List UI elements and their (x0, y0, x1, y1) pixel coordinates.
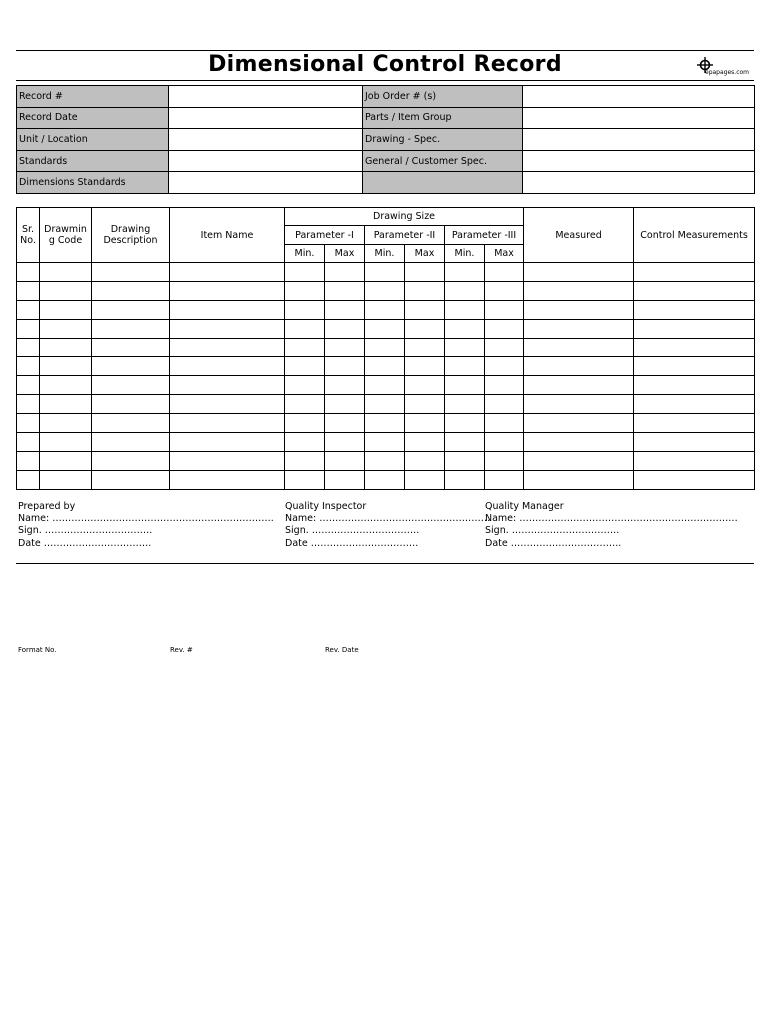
table-cell[interactable] (285, 281, 325, 300)
table-cell[interactable] (524, 451, 634, 470)
table-cell[interactable] (405, 376, 445, 395)
unit-location-label: Unit / Location (17, 129, 169, 151)
table-cell[interactable] (17, 451, 40, 470)
table-cell[interactable] (170, 451, 285, 470)
page-title: Dimensional Control Record (208, 52, 562, 77)
table-cell[interactable] (40, 263, 92, 282)
prepared-by-block (18, 501, 274, 550)
min-header: Min. (285, 245, 325, 263)
min-header: Min. (445, 245, 485, 263)
parts-item-group-label: Parts / Item Group (363, 107, 523, 129)
table-cell[interactable] (634, 451, 755, 470)
table-cell[interactable] (170, 414, 285, 433)
table-cell[interactable] (365, 357, 405, 376)
table-cell[interactable] (170, 263, 285, 282)
record-no-field[interactable] (169, 86, 363, 108)
table-cell[interactable] (365, 433, 405, 452)
table-cell[interactable] (365, 263, 405, 282)
table-cell[interactable] (485, 319, 524, 338)
table-cell[interactable] (325, 338, 365, 357)
table-cell[interactable] (524, 433, 634, 452)
table-cell[interactable] (170, 338, 285, 357)
table-row (17, 451, 755, 470)
table-cell[interactable] (524, 319, 634, 338)
table-cell[interactable] (405, 395, 445, 414)
table-cell[interactable] (92, 263, 170, 282)
table-cell[interactable] (17, 470, 40, 489)
table-cell[interactable] (634, 319, 755, 338)
table-cell[interactable] (524, 470, 634, 489)
table-cell[interactable] (405, 338, 445, 357)
record-date-label: Record Date (17, 107, 169, 129)
table-cell[interactable] (285, 376, 325, 395)
table-row (17, 395, 755, 414)
table-cell[interactable] (405, 300, 445, 319)
table-cell[interactable] (634, 433, 755, 452)
max-header: Max (405, 245, 445, 263)
table-cell[interactable] (325, 414, 365, 433)
table-cell[interactable] (170, 376, 285, 395)
table-cell[interactable] (285, 451, 325, 470)
table-cell[interactable] (325, 357, 365, 376)
table-cell[interactable] (485, 300, 524, 319)
table-cell[interactable] (634, 470, 755, 489)
prepared-by-label: Prepared by (18, 501, 76, 512)
table-cell[interactable] (365, 376, 405, 395)
table-cell[interactable] (40, 338, 92, 357)
table-cell[interactable] (40, 319, 92, 338)
table-cell[interactable] (92, 451, 170, 470)
logo (697, 57, 753, 77)
table-row (17, 433, 755, 452)
table-row (17, 263, 755, 282)
standards-label: Standards (17, 150, 169, 172)
table-cell[interactable] (325, 395, 365, 414)
standards-field[interactable] (169, 150, 363, 172)
table-cell[interactable] (634, 300, 755, 319)
table-cell[interactable] (285, 433, 325, 452)
table-cell[interactable] (485, 263, 524, 282)
drawing-size-header: Drawing Size (285, 208, 524, 226)
table-cell[interactable] (285, 300, 325, 319)
quality-inspector-date-line[interactable]: Date ……………………………. (285, 537, 419, 549)
info-row (17, 150, 755, 172)
table-cell[interactable] (285, 395, 325, 414)
control-measurements-header: Control Measurements (634, 208, 755, 263)
table-cell[interactable] (325, 451, 365, 470)
table-cell[interactable] (325, 319, 365, 338)
table-cell[interactable] (405, 433, 445, 452)
table-cell[interactable] (325, 470, 365, 489)
table-cell[interactable] (524, 414, 634, 433)
format-no-label: Format No. (18, 646, 57, 654)
table-cell[interactable] (285, 470, 325, 489)
table-cell[interactable] (634, 357, 755, 376)
prepared-by-sign-line[interactable]: Sign. ……………………………. (18, 525, 153, 537)
general-customer-spec-label: General / Customer Spec. (363, 150, 523, 172)
parts-item-group-field[interactable] (523, 107, 755, 129)
unit-location-field[interactable] (169, 129, 363, 151)
table-cell[interactable] (524, 338, 634, 357)
table-cell[interactable] (634, 376, 755, 395)
table-cell[interactable] (285, 263, 325, 282)
table-cell[interactable] (92, 433, 170, 452)
table-row (17, 319, 755, 338)
table-cell[interactable] (92, 319, 170, 338)
table-cell[interactable] (40, 433, 92, 452)
header-row (17, 208, 755, 226)
table-cell[interactable] (17, 263, 40, 282)
prepared-by-date-line[interactable]: Date ……………………………. (18, 537, 152, 549)
rev-no-label: Rev. # (170, 646, 193, 654)
table-cell[interactable] (17, 300, 40, 319)
title-underline (16, 80, 754, 81)
quality-manager-sign-line[interactable]: Sign. ……………………………. (485, 525, 620, 537)
table-cell[interactable] (485, 414, 524, 433)
parameter-1-header: Parameter -I (285, 226, 365, 245)
table-cell[interactable] (365, 300, 405, 319)
table-cell[interactable] (17, 395, 40, 414)
table-cell[interactable] (445, 300, 485, 319)
table-cell[interactable] (92, 395, 170, 414)
table-cell[interactable] (170, 357, 285, 376)
record-no-label: Record # (17, 86, 169, 108)
table-cell[interactable] (170, 433, 285, 452)
table-cell[interactable] (524, 395, 634, 414)
table-cell[interactable] (285, 414, 325, 433)
drawing-spec-field[interactable] (523, 129, 755, 151)
table-cell[interactable] (92, 357, 170, 376)
table-cell[interactable] (17, 319, 40, 338)
table-cell[interactable] (445, 338, 485, 357)
table-cell[interactable] (365, 338, 405, 357)
table-cell[interactable] (92, 281, 170, 300)
table-cell[interactable] (524, 281, 634, 300)
table-cell[interactable] (445, 395, 485, 414)
table-cell[interactable] (405, 414, 445, 433)
table-cell[interactable] (17, 281, 40, 300)
table-cell[interactable] (445, 470, 485, 489)
parameter-2-header: Parameter -II (365, 226, 445, 245)
quality-inspector-sign-line[interactable]: Sign. ……………………………. (285, 525, 420, 537)
table-cell[interactable] (365, 451, 405, 470)
table-cell[interactable] (325, 433, 365, 452)
measured-header: Measured (524, 208, 634, 263)
table-cell[interactable] (634, 263, 755, 282)
table-cell[interactable] (170, 395, 285, 414)
prepared-by-name-line[interactable]: Name: ……………………………………………………………. (18, 513, 274, 525)
table-cell[interactable] (92, 376, 170, 395)
table-cell[interactable] (445, 357, 485, 376)
table-cell[interactable] (40, 395, 92, 414)
table-cell[interactable] (285, 319, 325, 338)
table-cell[interactable] (634, 338, 755, 357)
table-cell[interactable] (485, 451, 524, 470)
drawing-code-header: Drawmin g Code (40, 208, 92, 263)
table-cell[interactable] (285, 357, 325, 376)
quality-inspector-name-line[interactable]: Name: ……………………………………………… (285, 513, 491, 525)
table-row (17, 414, 755, 433)
blank-field[interactable] (523, 172, 755, 194)
table-row (17, 357, 755, 376)
table-cell[interactable] (92, 300, 170, 319)
table-cell[interactable] (17, 433, 40, 452)
table-cell[interactable] (40, 300, 92, 319)
table-cell[interactable] (365, 319, 405, 338)
table-cell[interactable] (634, 281, 755, 300)
signature-divider (16, 563, 754, 564)
table-cell[interactable] (445, 451, 485, 470)
general-customer-spec-field[interactable] (523, 150, 755, 172)
quality-inspector-block (285, 501, 490, 550)
logo-text: epapages.com (705, 69, 750, 76)
table-cell[interactable] (92, 414, 170, 433)
sr-no-header: Sr. No. (17, 208, 40, 263)
table-cell[interactable] (365, 395, 405, 414)
job-order-field[interactable] (523, 86, 755, 108)
table-cell[interactable] (40, 357, 92, 376)
info-row (17, 129, 755, 151)
table-cell[interactable] (524, 263, 634, 282)
table-cell[interactable] (524, 300, 634, 319)
table-cell[interactable] (485, 281, 524, 300)
max-header: Max (485, 245, 524, 263)
table-cell[interactable] (445, 319, 485, 338)
table-cell[interactable] (405, 470, 445, 489)
job-order-label: Job Order # (s) (363, 86, 523, 108)
info-row (17, 86, 755, 108)
parameter-3-header: Parameter -III (445, 226, 524, 245)
table-cell[interactable] (40, 451, 92, 470)
table-cell[interactable] (170, 319, 285, 338)
table-cell[interactable] (17, 414, 40, 433)
table-cell[interactable] (524, 357, 634, 376)
table-cell[interactable] (92, 470, 170, 489)
table-cell[interactable] (405, 319, 445, 338)
table-cell[interactable] (634, 414, 755, 433)
dimensions-standards-label: Dimensions Standards (17, 172, 169, 194)
quality-manager-name-line[interactable]: Name: …………………………………………………………… (485, 513, 738, 525)
dimensions-standards-field[interactable] (169, 172, 363, 194)
rev-date-label: Rev. Date (325, 646, 359, 654)
min-header: Min. (365, 245, 405, 263)
table-cell[interactable] (325, 300, 365, 319)
table-cell[interactable] (524, 376, 634, 395)
table-cell[interactable] (445, 433, 485, 452)
table-cell[interactable] (17, 357, 40, 376)
table-cell[interactable] (445, 281, 485, 300)
table-cell[interactable] (325, 281, 365, 300)
table-cell[interactable] (170, 470, 285, 489)
table-row (17, 300, 755, 319)
info-row (17, 172, 755, 194)
table-cell[interactable] (405, 263, 445, 282)
table-row (17, 470, 755, 489)
table-cell[interactable] (365, 414, 405, 433)
quality-inspector-label: Quality Inspector (285, 501, 367, 512)
blank-label-cell (363, 172, 523, 194)
measurement-table-body (17, 263, 755, 490)
drawing-description-header: Drawing Description (92, 208, 170, 263)
drawing-spec-label: Drawing - Spec. (363, 129, 523, 151)
table-cell[interactable] (365, 281, 405, 300)
table-cell[interactable] (485, 395, 524, 414)
table-cell[interactable] (485, 470, 524, 489)
table-cell[interactable] (40, 470, 92, 489)
table-cell[interactable] (485, 338, 524, 357)
measurement-table (16, 207, 755, 490)
table-cell[interactable] (405, 357, 445, 376)
record-date-field[interactable] (169, 107, 363, 129)
table-cell[interactable] (285, 338, 325, 357)
table-row (17, 376, 755, 395)
item-name-header: Item Name (170, 208, 285, 263)
record-info-table (16, 85, 755, 194)
table-cell[interactable] (485, 376, 524, 395)
table-cell[interactable] (325, 263, 365, 282)
table-cell[interactable] (170, 281, 285, 300)
table-cell[interactable] (634, 395, 755, 414)
table-cell[interactable] (365, 470, 405, 489)
table-cell[interactable] (445, 263, 485, 282)
table-row (17, 338, 755, 357)
table-cell[interactable] (40, 376, 92, 395)
table-cell[interactable] (445, 376, 485, 395)
table-cell[interactable] (325, 376, 365, 395)
table-cell[interactable] (405, 281, 445, 300)
table-cell[interactable] (170, 300, 285, 319)
table-cell[interactable] (485, 433, 524, 452)
table-row (17, 281, 755, 300)
table-cell[interactable] (405, 451, 445, 470)
table-cell[interactable] (40, 414, 92, 433)
table-cell[interactable] (485, 357, 524, 376)
max-header: Max (325, 245, 365, 263)
table-cell[interactable] (17, 338, 40, 357)
table-cell[interactable] (17, 376, 40, 395)
table-cell[interactable] (92, 338, 170, 357)
table-cell[interactable] (445, 414, 485, 433)
quality-manager-block (485, 501, 738, 550)
table-cell[interactable] (40, 281, 92, 300)
info-row (17, 107, 755, 129)
quality-manager-date-line[interactable]: Date …………………………….. (485, 537, 622, 549)
quality-manager-label: Quality Manager (485, 501, 564, 512)
